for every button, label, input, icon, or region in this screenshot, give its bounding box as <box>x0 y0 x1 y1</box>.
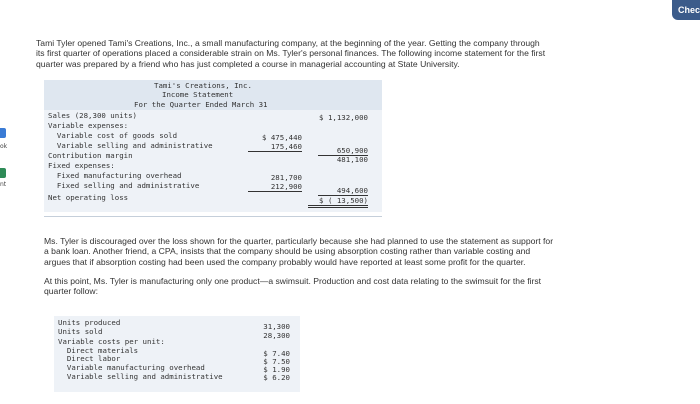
production-row-label: Direct labor <box>58 354 121 363</box>
production-row-value: $ 1.90 <box>263 365 290 374</box>
left-rail <box>0 0 14 404</box>
statement-row-total: 650,900 <box>318 146 368 156</box>
intro-paragraph <box>36 38 545 69</box>
statement-title: Income Statement <box>162 90 234 99</box>
production-row-label: Variable manufacturing overhead <box>58 363 205 372</box>
production-row-value: $ 7.40 <box>263 349 290 358</box>
statement-row-total: $ 1,132,000 <box>319 113 368 122</box>
paragraph-line: argues that if absorption costing had been used the company probably would have reported at least some profit for the quarter. <box>44 256 526 267</box>
production-row-label: Units produced <box>58 318 121 327</box>
check-button[interactable]: Chec <box>672 0 700 20</box>
statement-row-label: Variable cost of goods sold <box>48 131 178 140</box>
production-row-label: Direct materials <box>58 346 139 355</box>
rail-tab-2[interactable]: nt <box>0 181 7 188</box>
production-row-value: $ 7.50 <box>263 357 290 366</box>
statement-row-amount: $ 475,440 <box>261 133 302 142</box>
production-row-value: $ 6.20 <box>263 373 290 382</box>
statement-row-total: 494,600 <box>318 186 368 196</box>
statement-row-label: Fixed manufacturing overhead <box>48 171 182 180</box>
paragraph-line: Ms. Tyler is discouraged over the loss shown for the quarter, particularly because she had planned to use the statement as support for <box>44 236 554 246</box>
paragraph-line: quarter follow: <box>44 286 98 297</box>
statement-row-total: 481,100 <box>336 155 368 164</box>
paragraph-line: a bank loan. Another friend, a CPA, insists that the company should be using absorption costing rather than variable costing and <box>44 246 531 257</box>
production-row-label: Variable selling and administrative <box>58 372 223 381</box>
production-row-value: 31,300 <box>263 322 290 331</box>
statement-row-label: Variable selling and administrative <box>48 141 213 150</box>
statement-row-label: Net operating loss <box>48 193 129 202</box>
net-operating-loss-value: $ ( 13,500) <box>308 196 368 208</box>
intro-line: Tami Tyler opened Tami's Creations, Inc., a small manufacturing company, at the beginning of the year. Getting the company through <box>36 38 540 48</box>
statement-header <box>44 80 382 110</box>
intro-line: its first quarter of operations placed a considerable strain on Ms. Tyler's personal finances. The following income statement for the first <box>36 48 546 59</box>
statement-period: For the Quarter Ended March 31 <box>134 100 268 109</box>
statement-row-amount: 281,700 <box>270 173 302 182</box>
statement-row-label: Fixed selling and administrative <box>48 181 200 190</box>
rail-marker-1[interactable] <box>0 128 6 138</box>
statement-row-amount: 175,460 <box>248 142 302 152</box>
production-row-label: Variable costs per unit: <box>58 337 165 346</box>
production-row-value: 28,300 <box>263 331 290 340</box>
statement-divider <box>44 216 382 217</box>
statement-row-label: Variable expenses: <box>48 121 129 130</box>
rail-tab-1[interactable]: ok <box>0 143 8 150</box>
statement-row-amount: 212,900 <box>248 182 302 192</box>
statement-row-label: Fixed expenses: <box>48 161 115 170</box>
discussion-paragraph <box>44 236 553 267</box>
production-row-label: Units sold <box>58 327 103 336</box>
statement-row-label: Contribution margin <box>48 151 133 160</box>
statement-row-label: Sales (28,300 units) <box>48 111 137 120</box>
intro-line: quarter was prepared by a friend who has just completed a course in managerial accounting at State University. <box>36 58 460 69</box>
paragraph-line: At this point, Ms. Tyler is manufacturing only one product—a swimsuit. Production and cost data relating to the swimsuit for the first <box>44 276 542 286</box>
product-paragraph <box>44 276 541 297</box>
rail-marker-2[interactable] <box>0 168 6 178</box>
income-statement <box>44 80 382 212</box>
statement-company: Tami's Creations, Inc. <box>154 81 252 90</box>
production-data-table <box>54 316 300 392</box>
statement-body <box>44 110 382 212</box>
